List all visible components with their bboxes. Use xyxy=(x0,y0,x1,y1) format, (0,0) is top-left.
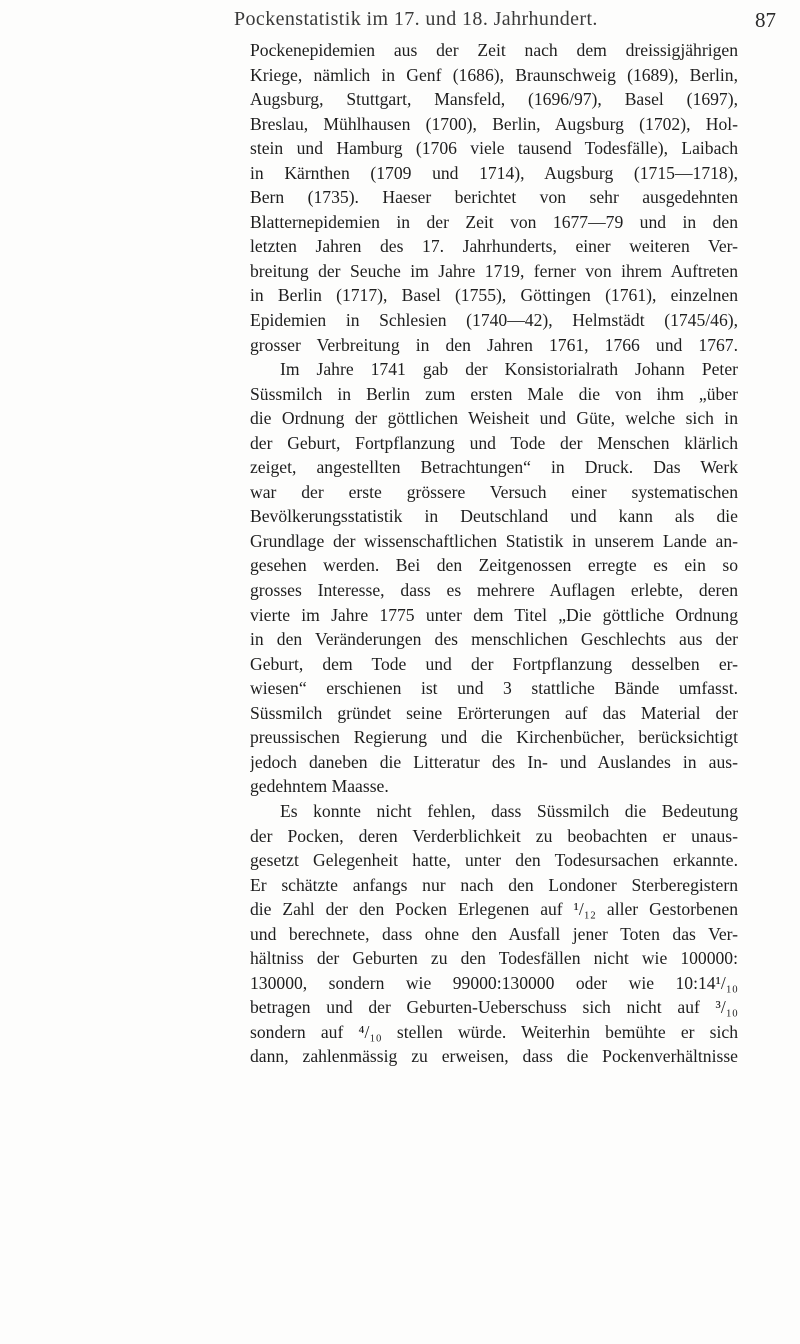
text-line: in den Veränderungen des menschlichen Geschlechts aus der xyxy=(250,629,738,650)
text-line: die Zahl der den Pocken Erlegenen auf ¹/₁₂ aller Gestorbenen xyxy=(250,899,738,920)
text-line: Er schätzte anfangs nur nach den Londoner Sterberegistern xyxy=(250,874,738,895)
text-line: jedoch daneben die Litteratur des In- und Auslandes in aus- xyxy=(250,751,738,772)
text-line: hältniss der Geburten zu den Todesfällen nicht wie 100000: xyxy=(250,948,738,969)
text-line: die Ordnung der göttlichen Weisheit und Güte, welche sich in xyxy=(250,408,738,429)
text-line: preussischen Regierung und die Kirchenbücher, berücksichtigt xyxy=(250,727,738,748)
text-line: in Kärnthen (1709 und 1714), Augsburg (1715—1718), xyxy=(250,162,738,183)
text-line: Geburt, dem Tode und der Fortpflanzung desselben er- xyxy=(250,653,738,674)
text-line: stein und Hamburg (1706 viele tausend Todesfälle), Laibach xyxy=(250,138,738,159)
text-line: Epidemien in Schlesien (1740—42), Helmstädt (1745/46), xyxy=(250,310,738,331)
text-line: Pockenepidemien aus der Zeit nach dem dreissigjährigen xyxy=(250,40,738,60)
text-line: gedehntem Maasse. xyxy=(250,776,389,797)
text-line: Augsburg, Stuttgart, Mansfeld, (1696/97), Basel (1697), xyxy=(250,89,738,110)
text-line: vierte im Jahre 1775 unter dem Titel „Die göttliche Ordnung xyxy=(250,604,738,625)
text-line: wiesen“ erschienen ist und 3 stattliche Bände umfasst. xyxy=(250,678,738,699)
text-line: Es konnte nicht fehlen, dass Süssmilch die Bedeutung xyxy=(280,800,738,821)
text-line: Bern (1735). Haeser berichtet von sehr ausgedehnten xyxy=(250,187,738,208)
text-line: grosser Verbreitung in den Jahren 1761, 1766 und 1767. xyxy=(250,334,738,355)
text-line: Blatternepidemien in der Zeit von 1677—79 und in den xyxy=(250,211,738,232)
text-line: betragen und der Geburten-Ueberschuss sich nicht auf ³/₁₀ xyxy=(250,997,738,1018)
text-line: gesehen werden. Bei den Zeitgenossen erregte es ein so xyxy=(250,555,738,576)
text-line: Kriege, nämlich in Genf (1686), Braunschweig (1689), Berlin, xyxy=(250,64,738,85)
text-line: breitung der Seuche im Jahre 1719, ferner von ihrem Auftreten xyxy=(250,260,738,281)
text-line: grosses Interesse, dass es mehrere Auflagen erlebte, deren xyxy=(250,580,738,601)
text-line: der Geburt, Fortpflanzung und Tode der Menschen klärlich xyxy=(250,432,738,453)
text-line: dann, zahlenmässig zu erweisen, dass die Pockenverhältnisse xyxy=(250,1046,738,1067)
text-line: Süssmilch gründet seine Erörterungen auf das Material der xyxy=(250,702,738,723)
running-head: Pockenstatistik im 17. und 18. Jahrhundert. xyxy=(234,8,598,30)
text-line: 130000, sondern wie 99000:130000 oder wie 10:14¹/₁₀ xyxy=(250,972,738,993)
text-line: gesetzt Gelegenheit hatte, unter den Todesursachen erkannte. xyxy=(250,850,738,871)
text-line: zeiget, angestellten Betrachtungen“ in Druck. Das Werk xyxy=(250,457,738,478)
text-line: Süssmilch in Berlin zum ersten Male die von ihm „über xyxy=(250,383,738,404)
text-line: der Pocken, deren Verderblichkeit zu beobachten er unaus- xyxy=(250,825,738,846)
text-line: in Berlin (1717), Basel (1755), Göttingen (1761), einzelnen xyxy=(250,285,738,306)
text-line: und berechnete, dass ohne den Ausfall jener Toten das Ver- xyxy=(250,923,738,944)
text-line: Breslau, Mühlhausen (1700), Berlin, Augsburg (1702), Hol- xyxy=(250,113,738,134)
text-line: war der erste grössere Versuch einer systematischen xyxy=(250,481,738,502)
text-line: sondern auf ⁴/₁₀ stellen würde. Weiterhin bemühte er sich xyxy=(250,1021,738,1042)
text-line: Grundlage der wissenschaftlichen Statistik in unserem Lande an- xyxy=(250,530,738,551)
body-text xyxy=(250,38,738,1069)
text-line: Im Jahre 1741 gab der Konsistorialrath Johann Peter xyxy=(280,359,738,380)
text-line: letzten Jahren des 17. Jahrhunderts, einer weiteren Ver- xyxy=(250,236,738,257)
text-line: Bevölkerungsstatistik in Deutschland und kann als die xyxy=(250,506,738,527)
page-number: 87 xyxy=(755,8,776,32)
